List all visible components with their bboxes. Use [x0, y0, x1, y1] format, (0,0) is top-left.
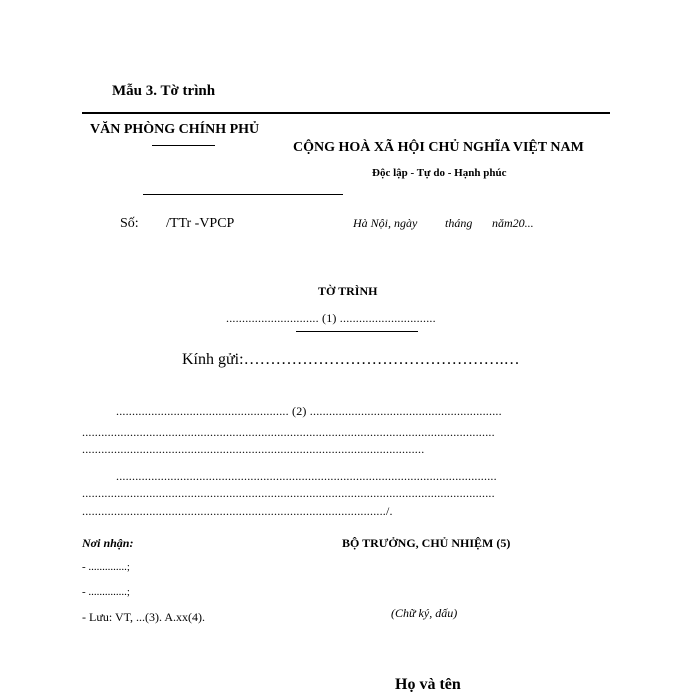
signer-name: Họ và tên — [395, 676, 461, 693]
signature-note: (Chữ ký, dấu) — [391, 606, 458, 620]
body-paragraph-2-line-2: ................................................................................................................................. — [82, 486, 495, 500]
recipient-line: Kính gửi:………………………………………….… — [182, 351, 520, 368]
recipients-item-2: - ..............; — [82, 586, 130, 598]
body-paragraph-2-line-1: ....................................................................................................................... — [116, 469, 497, 483]
number-label: Số: — [120, 216, 139, 231]
top-rule — [82, 112, 610, 114]
signature-title: BỘ TRƯỞNG, CHỦ NHIỆM (5) — [342, 536, 511, 550]
body-paragraph-1-line-1: ...................................................... (2) ............................................................ — [116, 404, 502, 418]
recipients-item-3: - Lưu: VT, ...(3). A.xx(4). — [82, 610, 206, 624]
motto-underline — [143, 194, 343, 195]
nation-motto: Độc lập - Tự do - Hạnh phúc — [372, 167, 507, 179]
date-year: năm20... — [492, 216, 534, 230]
subject-underline — [296, 331, 418, 332]
body-paragraph-1-line-3: ........................................................................................................... — [82, 442, 425, 456]
nation-name: CỘNG HOÀ XÃ HỘI CHỦ NGHĨA VIỆT NAM — [293, 140, 584, 155]
document-subject: ............................. (1) .............................. — [226, 311, 436, 325]
body-paragraph-1-line-2: ................................................................................................................................. — [82, 425, 495, 439]
agency-underline — [152, 145, 215, 146]
document-title: TỜ TRÌNH — [318, 284, 378, 298]
body-paragraph-2-line-3: .............................................................................................../. — [82, 504, 393, 518]
date-month: tháng — [445, 216, 473, 230]
agency-name: VĂN PHÒNG CHÍNH PHỦ — [90, 122, 260, 137]
recipients-label: Nơi nhận: — [82, 536, 134, 550]
number-suffix: /TTr -VPCP — [166, 216, 235, 231]
recipients-item-1: - ..............; — [82, 561, 130, 573]
date-place: Hà Nội, ngày — [353, 216, 418, 230]
form-label: Mẫu 3. Tờ trình — [112, 83, 216, 99]
